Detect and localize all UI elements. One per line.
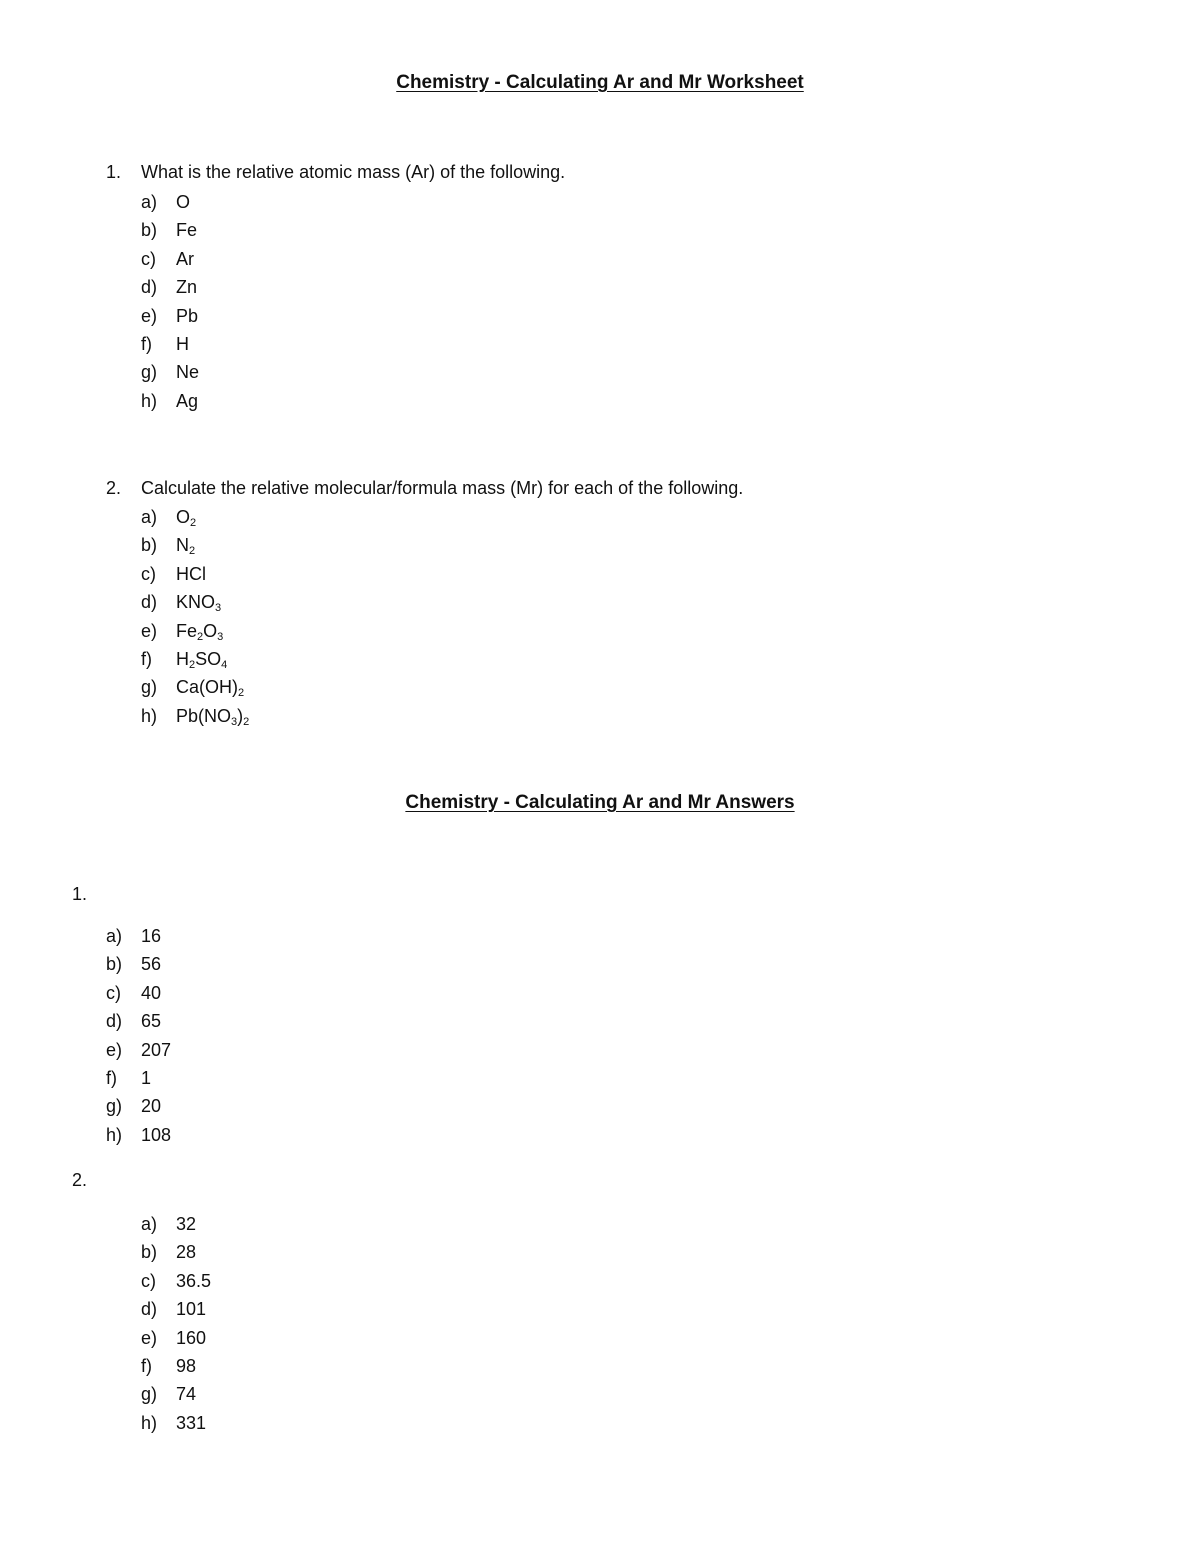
question-2-number: 2. bbox=[106, 478, 122, 498]
answer-2-item bbox=[141, 1352, 441, 1380]
question-2-item-letter: d) bbox=[141, 592, 158, 613]
question-1-item-letter: e) bbox=[141, 305, 158, 326]
answer-2-item-value: 331 bbox=[176, 1412, 207, 1433]
answer-2-item-letter: c) bbox=[141, 1270, 156, 1291]
question-2-item bbox=[141, 673, 541, 701]
answer-2-item-letter: b) bbox=[141, 1242, 158, 1263]
question-1-item-letter: f) bbox=[141, 333, 152, 354]
answer-2-item-letter: f) bbox=[141, 1355, 152, 1376]
answer-1-item bbox=[106, 1092, 406, 1120]
answer-1-item-value: 20 bbox=[141, 1096, 162, 1117]
answer-1-item-value: 56 bbox=[141, 954, 162, 975]
answer-2-item-letter: d) bbox=[141, 1299, 158, 1320]
question-2-item bbox=[141, 588, 541, 616]
question-1-item-letter: g) bbox=[141, 362, 158, 383]
answer-1-item bbox=[106, 1036, 406, 1064]
answer-1-item-value: 16 bbox=[141, 926, 162, 946]
answer-2-item bbox=[141, 1295, 441, 1323]
answer-2-item-letter: h) bbox=[141, 1412, 158, 1433]
question-1-item-value: Pb bbox=[176, 305, 199, 326]
answer-1-item-letter: h) bbox=[106, 1124, 123, 1145]
answer-2-item-value: 32 bbox=[176, 1214, 197, 1234]
worksheet-title: Chemistry - Calculating Ar and Mr Worksheet bbox=[396, 72, 804, 93]
answers-title: Chemistry - Calculating Ar and Mr Answers bbox=[405, 792, 795, 813]
answer-2-number: 2. bbox=[72, 1170, 88, 1190]
answer-1-item-value: 1 bbox=[141, 1067, 152, 1088]
answer-2-item bbox=[141, 1324, 441, 1352]
question-2-list bbox=[141, 503, 541, 730]
question-2-item-letter: h) bbox=[141, 705, 158, 726]
answer-1-item-value: 40 bbox=[141, 982, 162, 1003]
answer-1-item bbox=[106, 922, 406, 950]
answer-2-item bbox=[141, 1238, 441, 1266]
question-1-item-value: Fe bbox=[176, 220, 198, 241]
question-2-item-value: $O_2$ bbox=[176, 507, 197, 529]
question-2-item-letter: g) bbox=[141, 677, 158, 698]
question-1-item-value: O bbox=[176, 192, 191, 212]
answer-2-item bbox=[141, 1210, 441, 1238]
answer-1-item bbox=[106, 1121, 406, 1149]
question-1-item-value: Ar bbox=[176, 248, 194, 269]
answer-1-item-value: 108 bbox=[141, 1124, 172, 1145]
question-1-item-letter: a) bbox=[141, 192, 158, 212]
answer-1-item-value: 207 bbox=[141, 1039, 172, 1060]
answer-1-item-value: 65 bbox=[141, 1011, 162, 1032]
question-1-item-value: H bbox=[176, 333, 189, 354]
question-1-list bbox=[141, 188, 541, 415]
answer-1-item-letter: a) bbox=[106, 926, 123, 946]
question-1-item-value: Ne bbox=[176, 362, 200, 383]
answer-2-item-value: 74 bbox=[176, 1384, 197, 1405]
answer-2-item-letter: a) bbox=[141, 1214, 158, 1234]
question-2-item-letter: f) bbox=[141, 648, 152, 669]
answer-2-item-value: 101 bbox=[176, 1299, 207, 1320]
question-2-item bbox=[141, 503, 541, 531]
question-2-item-value: $KNO_3$ bbox=[176, 592, 222, 615]
answer-2-item bbox=[141, 1267, 441, 1295]
answer-2-item-value: 28 bbox=[176, 1242, 197, 1263]
question-1-item bbox=[141, 188, 541, 216]
answer-1-item bbox=[106, 1064, 406, 1092]
question-1-item bbox=[141, 302, 541, 330]
question-2-item bbox=[141, 702, 541, 730]
question-2-item bbox=[141, 531, 541, 559]
question-1-item-value: Zn bbox=[176, 277, 198, 298]
question-1-item bbox=[141, 216, 541, 244]
answer-1-item bbox=[106, 979, 406, 1007]
answer-1-item-letter: g) bbox=[106, 1096, 123, 1117]
question-1-item bbox=[141, 358, 541, 386]
question-1-item bbox=[141, 273, 541, 301]
question-2-item-value: $Pb(NO_3)_2$ bbox=[176, 705, 250, 728]
question-2-item-letter: b) bbox=[141, 535, 158, 556]
question-1-item-letter: h) bbox=[141, 390, 158, 411]
answer-1-item-letter: c) bbox=[106, 982, 121, 1003]
question-2-item-letter: e) bbox=[141, 620, 158, 641]
answer-1-item-letter: d) bbox=[106, 1011, 123, 1032]
question-2-item-value: $N_2$ bbox=[176, 535, 196, 558]
question-1-item bbox=[141, 330, 541, 358]
answer-2-list bbox=[141, 1210, 441, 1437]
question-2-item-value: $H_2SO_4$ bbox=[176, 648, 228, 671]
question-2-item-letter: c) bbox=[141, 563, 156, 584]
question-2-item-letter: a) bbox=[141, 507, 158, 527]
question-2-text: Calculate the relative molecular/formula mass (Mr) for each of the following. bbox=[141, 478, 744, 498]
answer-1-item-letter: b) bbox=[106, 954, 123, 975]
question-2-item-value: $Ca(OH)_2$ bbox=[176, 677, 245, 700]
answer-1-item-letter: e) bbox=[106, 1039, 123, 1060]
answer-2-item-letter: e) bbox=[141, 1327, 158, 1348]
answer-1-item bbox=[106, 1007, 406, 1035]
question-2-item-value: HCl bbox=[176, 563, 206, 584]
question-1-item-letter: b) bbox=[141, 220, 158, 241]
answer-1-list bbox=[106, 922, 406, 1149]
answer-2-item-value: 36.5 bbox=[176, 1270, 212, 1291]
answer-2-item bbox=[141, 1409, 441, 1437]
question-2-item bbox=[141, 645, 541, 673]
question-1-item-letter: c) bbox=[141, 248, 156, 269]
question-1-item bbox=[141, 245, 541, 273]
answer-2-item-value: 98 bbox=[176, 1355, 197, 1376]
answer-1-item bbox=[106, 950, 406, 978]
question-2-item bbox=[141, 560, 541, 588]
answer-2-item-value: 160 bbox=[176, 1327, 207, 1348]
answer-1-item-letter: f) bbox=[106, 1067, 117, 1088]
answer-2-item bbox=[141, 1380, 441, 1408]
question-1-item-value: Ag bbox=[176, 390, 199, 411]
question-1-item bbox=[141, 387, 541, 415]
question-2-item-value: $Fe_2O_3$ bbox=[176, 620, 224, 643]
question-1-text: What is the relative atomic mass (Ar) of the following. bbox=[141, 162, 566, 182]
question-2-item bbox=[141, 617, 541, 645]
answer-2-item-letter: g) bbox=[141, 1384, 158, 1405]
answer-1-number: 1. bbox=[72, 884, 88, 904]
question-1-item-letter: d) bbox=[141, 277, 158, 298]
question-1-number: 1. bbox=[106, 162, 122, 182]
